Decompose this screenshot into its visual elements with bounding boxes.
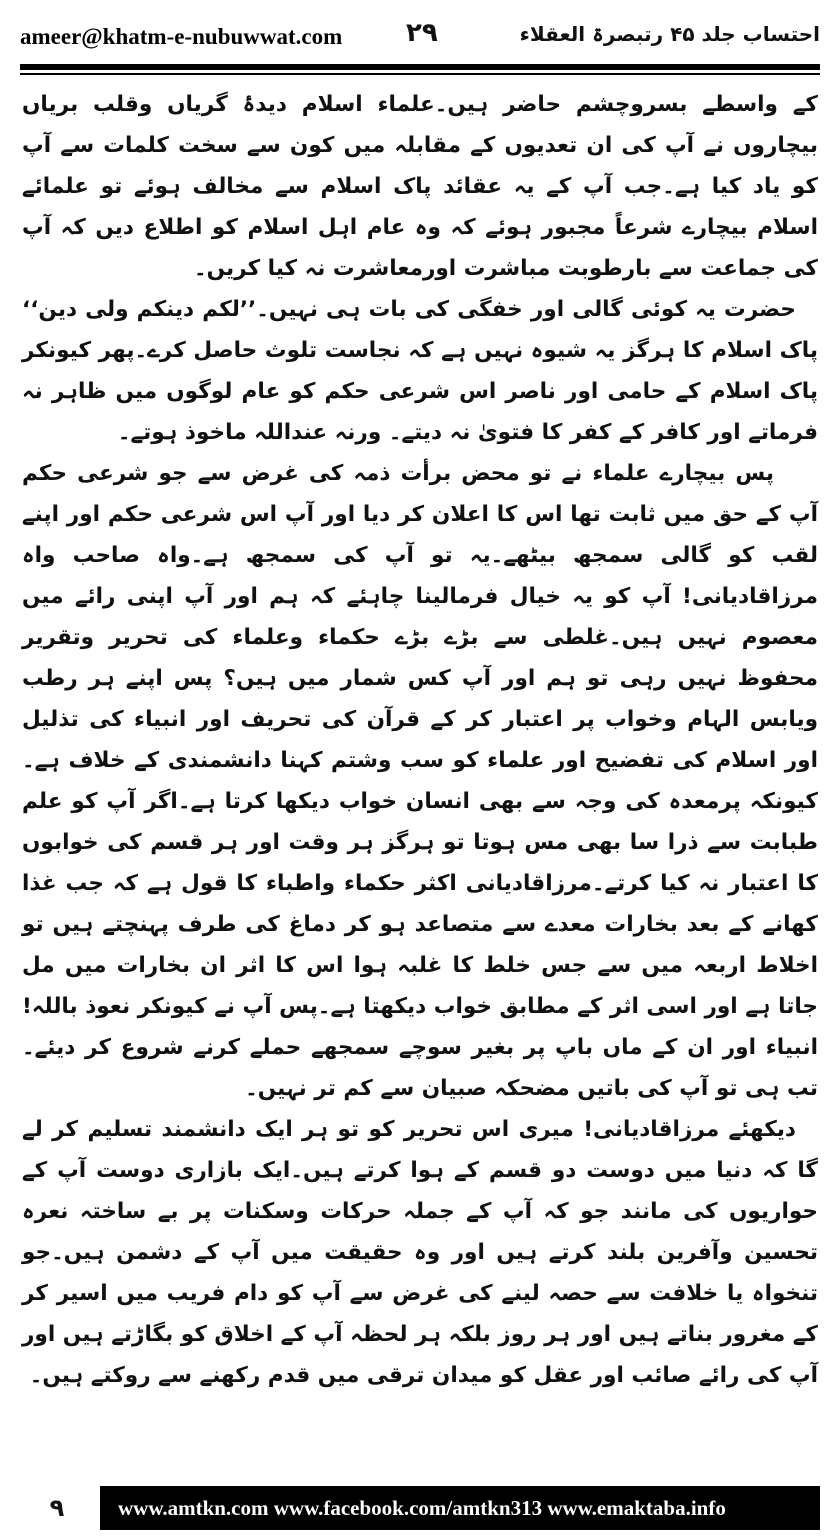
paragraph-1: کے واسطے بسروچشم حاضر ہیں۔علماء اسلام دیدۂ گریاں وقلب بریاں بیچاروں نے آپ کی ان تعدیوں کے مقابلہ میں کون سے سخت کلمات سے آپ کو یاد کیا ہے۔جب آپ کے یہ عقائد پاک اسلام سے مخالف ہوئے تو علمائے اسلام بیچارے شرعاً مجبور ہوئے کہ وہ عام اہل اسلام کو اطلاع دیں کہ آپ کی جماعت سے بارطوبت مباشرت اورمعاشرت نہ کیا کریں۔ <box>22 92 818 281</box>
paragraph-3: پس بیچارے علماء نے تو محض برأت ذمہ کی غرض سے جو شرعی حکم آپ کے حق میں ثابت تھا اس کا اعلان کر دیا اور آپ اس شرعی حکم اور اپنے لقب کو گالی سمجھ بیٹھے۔یہ تو آپ کی سمجھ ہے۔واہ صاحب واہ مرزاقادیانی! آپ کو یہ خیال فرمالینا چاہئے کہ ہم اور آپ اپنی رائے میں معصوم نہیں ہیں۔غلطی سے بڑے بڑے حکماء وعلماء کی تحریر وتقریر محفوظ نہیں رہی تو ہم اور آپ کس شمار میں ہیں؟ پس اپنے ہر رطب ویابس الہام وخواب پر اعتبار کر کے قرآن کی تحریف اور انبیاء کی تذلیل اور اسلام کی تفضیح اور علماء کو سب وشتم کہنا دانشمندی کے خلاف ہے۔کیونکہ پرمعدہ کی وجہ سے بھی انسان خواب دیکھا کرتا ہے۔اگر آپ کو علم طبابت سے ذرا سا بھی مس ہوتا تو ہرگز ہر وقت اور ہر قسم کی خوابوں کا اعتبار نہ کیا کرتے۔مرزاقادیانی اکثر حکماء واطباء کا قول ہے کہ جب غذا کھانے کے بعد بخارات معدے سے متصاعد ہو کر دماغ کی طرف پہنچتے ہیں تو اخلاط اربعہ میں سے جس خلط کا غلبہ ہوا اس کا اثر ان بخارات میں مل جاتا ہے اور اسی اثر کے مطابق خواب دیکھتا ہے۔پس آپ نے کیونکر نعوذ باللہ! انبیاء اور ان کے ماں باپ پر بغیر سوچے سمجھے حملے کرنے شروع کر دیئے۔تب ہی تو آپ کی باتیں مضحکہ صبیان سے کم تر نہیں۔ <box>22 461 818 1101</box>
page-footer <box>20 1486 820 1530</box>
header-email: ameer@khatm-e-nubuwwat.com <box>20 24 343 49</box>
page-header <box>20 18 820 58</box>
paragraph-4: دیکھئے مرزاقادیانی! میری اس تحریر کو تو ہر ایک دانشمند تسلیم کر لے گا کہ دنیا میں دوست دو قسم کے ہوا کرتے ہیں۔ایک بازاری دوست آپ کے حواریوں کی مانند جو کہ آپ کے جملہ حرکات وسکنات پر بے ساختہ نعرہ تحسین وآفرین بلند کرتے ہیں اور وہ حقیقت میں آپ کے دشمن ہیں۔جو تنخواہ یا خلافت سے حصہ لینے کی غرض سے آپ کو دام فریب میں اسیر کر کے مغرور بناتے ہیں اور ہر روز بلکہ ہر لحظہ آپ کے اخلاق کو بگاڑتے ہیں اور آپ کی رائے صائب اور عقل کو میدان ترقی میں قدم رکھنے سے روکتے ہیں۔ <box>22 1117 818 1388</box>
paragraph-2: حضرت یہ کوئی گالی اور خفگی کی بات ہی نہیں۔’’لکم دینکم ولی دین‘‘ پاک اسلام کا ہرگز یہ شیوہ نہیں ہے کہ نجاست تلوث حاصل کرے۔پھر کیونکر پاک اسلام کے حامی اور ناصر اس شرعی حکم کو عام لوگوں میں ظاہر نہ فرماتے اور کافر کے کفر کا فتویٰ نہ دیتے۔ ورنہ عنداللہ ماخوذ ہوتے۔ <box>22 297 818 445</box>
body-text <box>22 84 818 1474</box>
header-page-number: ۲۹ <box>406 18 438 48</box>
footer-page-number: ۹ <box>49 1494 65 1522</box>
footer-links: www.amtkn.com www.facebook.com/amtkn313 www.emaktaba.info <box>118 1496 726 1520</box>
header-title: احتساب جلد ۴۵ رتبصرۃ العقلاء <box>519 22 820 46</box>
header-rule-thin <box>20 73 820 75</box>
header-rule-thick <box>20 64 820 70</box>
